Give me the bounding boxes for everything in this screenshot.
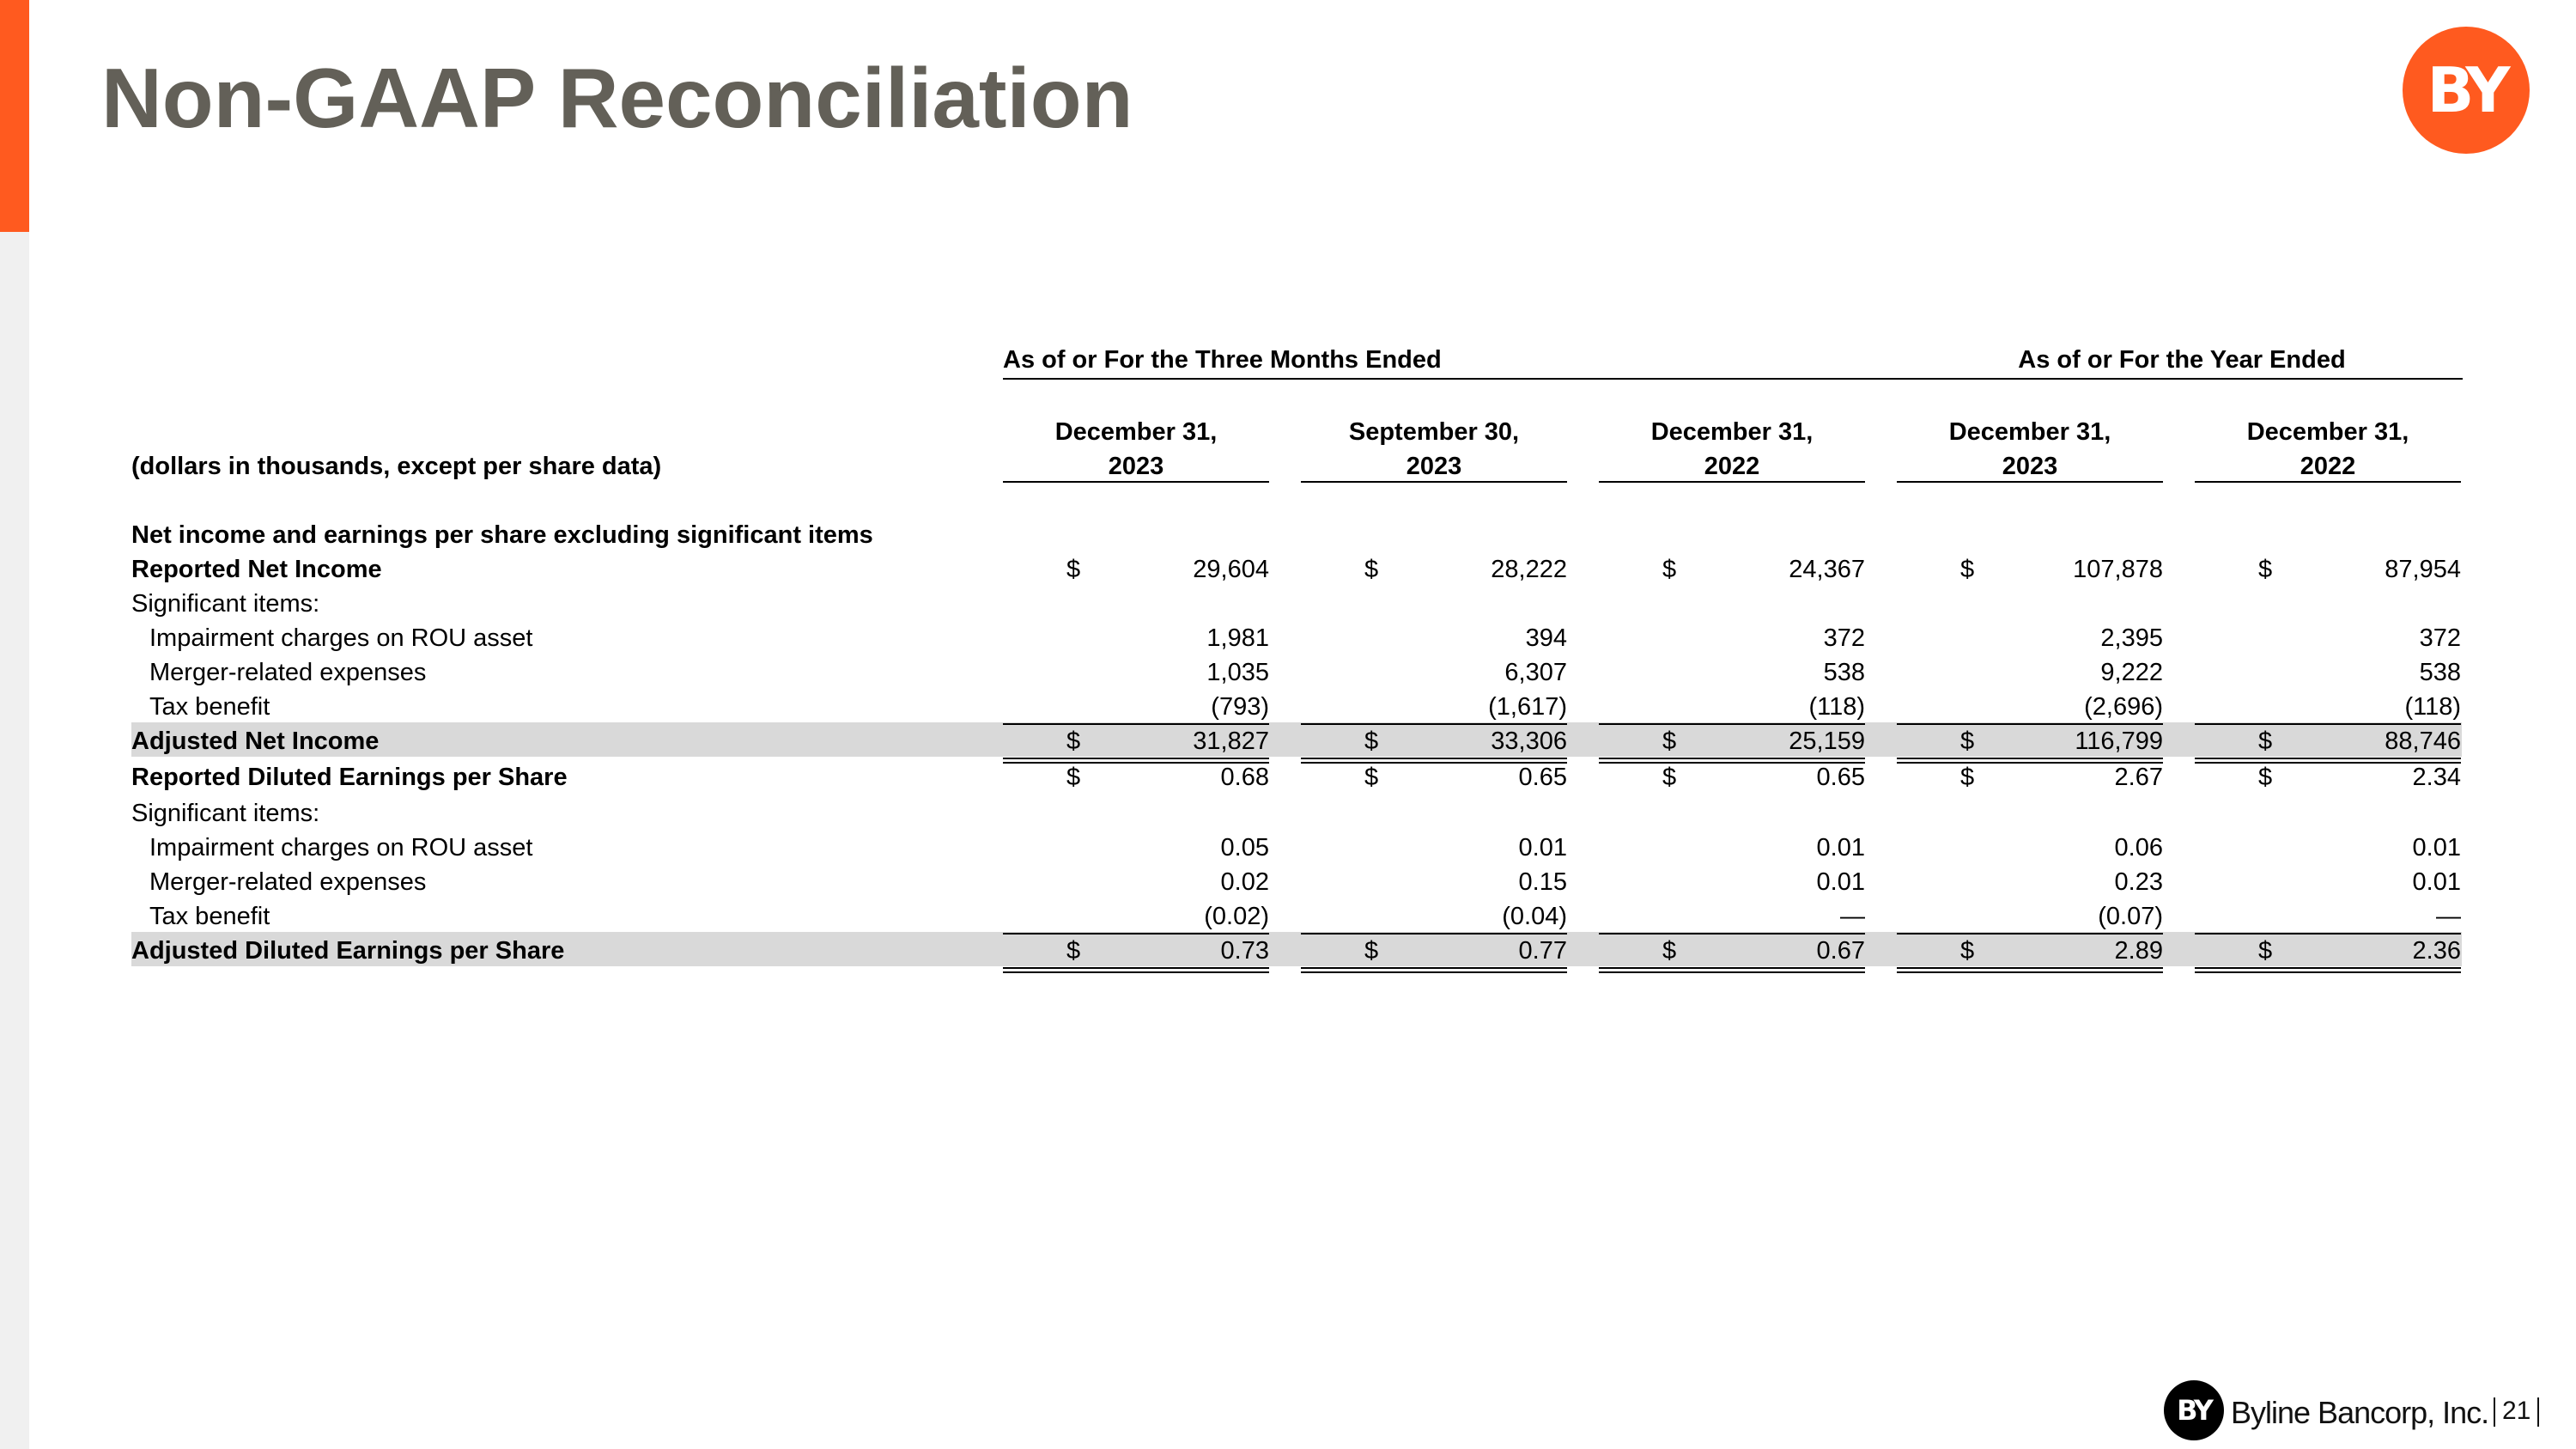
row-label: Adjusted Diluted Earnings per Share: [131, 937, 565, 965]
row-label: Impairment charges on ROU asset: [149, 834, 533, 861]
row-label: Merger-related expenses: [149, 868, 427, 896]
currency-symbol: $: [1662, 937, 1677, 965]
column-header-year: 2022: [2300, 453, 2356, 480]
total-double-rule: [1897, 758, 2163, 759]
total-double-rule: [2195, 971, 2461, 973]
currency-symbol: $: [1960, 764, 1975, 791]
row-value: 2.89: [2114, 937, 2163, 965]
footer-company-name: Byline Bancorp, Inc.: [2231, 1395, 2489, 1430]
subtotal-rule: [1003, 933, 1269, 935]
row-label: Significant items:: [131, 800, 320, 827]
subtotal-rule: [1599, 723, 1865, 725]
total-double-rule: [2195, 758, 2461, 759]
row-value: 0.23: [2114, 868, 2163, 896]
column-header-month: September 30,: [1348, 418, 1520, 446]
row-value: (0.02): [1204, 903, 1269, 930]
total-double-rule: [1003, 971, 1269, 973]
row-value: 0.73: [1220, 937, 1269, 965]
subtotal-rule: [1599, 933, 1865, 935]
row-value: 6,307: [1504, 659, 1567, 686]
column-header-rule: [2195, 481, 2461, 483]
currency-symbol: $: [1960, 556, 1975, 583]
row-value: 88,746: [2385, 728, 2461, 755]
row-value: 31,827: [1193, 728, 1269, 755]
byline-logo-text: BY: [2427, 54, 2506, 126]
column-header-rule: [1003, 481, 1269, 483]
column-header-rule: [1301, 481, 1567, 483]
currency-symbol: $: [1066, 556, 1081, 583]
row-value: 372: [2419, 624, 2461, 652]
row-value: 0.01: [1518, 834, 1567, 861]
row-value: (0.07): [2098, 903, 2163, 930]
column-header-month: December 31,: [2246, 418, 2409, 446]
row-label: Adjusted Net Income: [131, 728, 380, 755]
row-value: 1,981: [1206, 624, 1269, 652]
page-number: [2487, 1397, 2546, 1427]
currency-symbol: $: [1066, 937, 1081, 965]
subtotal-rule: [1301, 723, 1567, 725]
row-value: 116,799: [2075, 728, 2163, 755]
row-value: 0.01: [2412, 868, 2461, 896]
currency-symbol: $: [1066, 764, 1081, 791]
row-value: —: [2436, 903, 2461, 930]
footer-logo: [2164, 1380, 2224, 1440]
row-value: 0.77: [1518, 937, 1567, 965]
total-double-rule: [1301, 967, 1567, 969]
row-value: 0.68: [1220, 764, 1269, 791]
column-header-year: 2023: [1406, 453, 1462, 480]
row-value: 33,306: [1491, 728, 1567, 755]
row-value: (0.04): [1502, 903, 1567, 930]
row-label: Tax benefit: [149, 693, 270, 721]
currency-symbol: $: [1364, 728, 1379, 755]
currency-symbol: $: [1960, 728, 1975, 755]
currency-symbol: $: [2258, 556, 2273, 583]
row-value: 2.36: [2412, 937, 2461, 965]
row-value: 0.01: [1816, 834, 1865, 861]
column-header-month: December 31,: [1054, 418, 1218, 446]
row-value: (2,696): [2084, 693, 2163, 721]
row-value: 2.67: [2114, 764, 2163, 791]
page-number-left-bar: [2494, 1397, 2495, 1427]
row-label: Merger-related expenses: [149, 659, 427, 686]
total-double-rule: [2195, 967, 2461, 969]
row-value: (118): [1808, 693, 1865, 721]
row-value: 0.06: [2114, 834, 2163, 861]
row-value: 28,222: [1491, 556, 1567, 583]
row-value: 0.02: [1220, 868, 1269, 896]
row-label: Significant items:: [131, 590, 320, 618]
row-value: 0.05: [1220, 834, 1269, 861]
column-header-month: December 31,: [1650, 418, 1814, 446]
row-value: 107,878: [2073, 556, 2163, 583]
row-value: 0.67: [1816, 937, 1865, 965]
group-header-three-months: As of or For the Three Months Ended: [1003, 346, 1442, 374]
group-header-year: As of or For the Year Ended: [2018, 346, 2346, 374]
currency-symbol: $: [1662, 556, 1677, 583]
row-label: Impairment charges on ROU asset: [149, 624, 533, 652]
column-header-month: December 31,: [1948, 418, 2111, 446]
currency-symbol: $: [1662, 764, 1677, 791]
currency-symbol: $: [1364, 556, 1379, 583]
row-label: Reported Net Income: [131, 556, 382, 583]
subtotal-rule: [1897, 933, 2163, 935]
row-value: 538: [2419, 659, 2461, 686]
footer-logo-text: BY: [2177, 1394, 2211, 1427]
row-value: (793): [1211, 693, 1269, 721]
row-value: 0.65: [1518, 764, 1567, 791]
column-header-year: 2023: [2002, 453, 2058, 480]
unit-note: (dollars in thousands, except per share data): [131, 453, 662, 480]
section-heading: Net income and earnings per share excluding significant items: [131, 521, 873, 549]
row-value: 29,604: [1193, 556, 1269, 583]
column-header-year: 2022: [1704, 453, 1760, 480]
page-number-right-bar: [2537, 1397, 2539, 1427]
total-double-rule: [1897, 967, 2163, 969]
row-value: (1,617): [1488, 693, 1567, 721]
currency-symbol: $: [1066, 728, 1081, 755]
page-number-value: 21: [2502, 1397, 2531, 1425]
row-label: Reported Diluted Earnings per Share: [131, 764, 568, 791]
total-double-rule: [1003, 967, 1269, 969]
column-header-year: 2023: [1108, 453, 1164, 480]
row-value: 0.01: [2412, 834, 2461, 861]
row-value: 2,395: [2100, 624, 2163, 652]
total-double-rule: [1599, 967, 1865, 969]
subtotal-rule: [1301, 933, 1567, 935]
currency-symbol: $: [2258, 937, 2273, 965]
page-title: Non-GAAP Reconciliation: [101, 51, 1133, 145]
currency-symbol: $: [2258, 764, 2273, 791]
row-value: (118): [2404, 693, 2461, 721]
currency-symbol: $: [1364, 764, 1379, 791]
group-header-rule: [1003, 378, 2463, 380]
row-value: 25,159: [1789, 728, 1865, 755]
total-double-rule: [1003, 758, 1269, 759]
row-value: 1,035: [1206, 659, 1269, 686]
subtotal-rule: [2195, 933, 2461, 935]
subtotal-rule: [1897, 723, 2163, 725]
row-value: 0.15: [1518, 868, 1567, 896]
currency-symbol: $: [1662, 728, 1677, 755]
total-double-rule: [1599, 971, 1865, 973]
row-value: —: [1840, 903, 1865, 930]
currency-symbol: $: [2258, 728, 2273, 755]
currency-symbol: $: [1960, 937, 1975, 965]
subtotal-rule: [2195, 723, 2461, 725]
column-header-rule: [1599, 481, 1865, 483]
row-value: 0.65: [1816, 764, 1865, 791]
row-value: 9,222: [2100, 659, 2163, 686]
total-double-rule: [1301, 971, 1567, 973]
column-header-rule: [1897, 481, 2163, 483]
row-value: 2.34: [2412, 764, 2461, 791]
total-double-rule: [1599, 758, 1865, 759]
subtotal-rule: [1003, 723, 1269, 725]
total-double-rule: [1301, 758, 1567, 759]
row-value: 0.01: [1816, 868, 1865, 896]
currency-symbol: $: [1364, 937, 1379, 965]
row-value: 24,367: [1789, 556, 1865, 583]
total-double-rule: [1897, 971, 2163, 973]
row-value: 372: [1823, 624, 1865, 652]
row-label: Tax benefit: [149, 903, 270, 930]
row-value: 538: [1823, 659, 1865, 686]
row-value: 394: [1525, 624, 1567, 652]
row-value: 87,954: [2385, 556, 2461, 583]
